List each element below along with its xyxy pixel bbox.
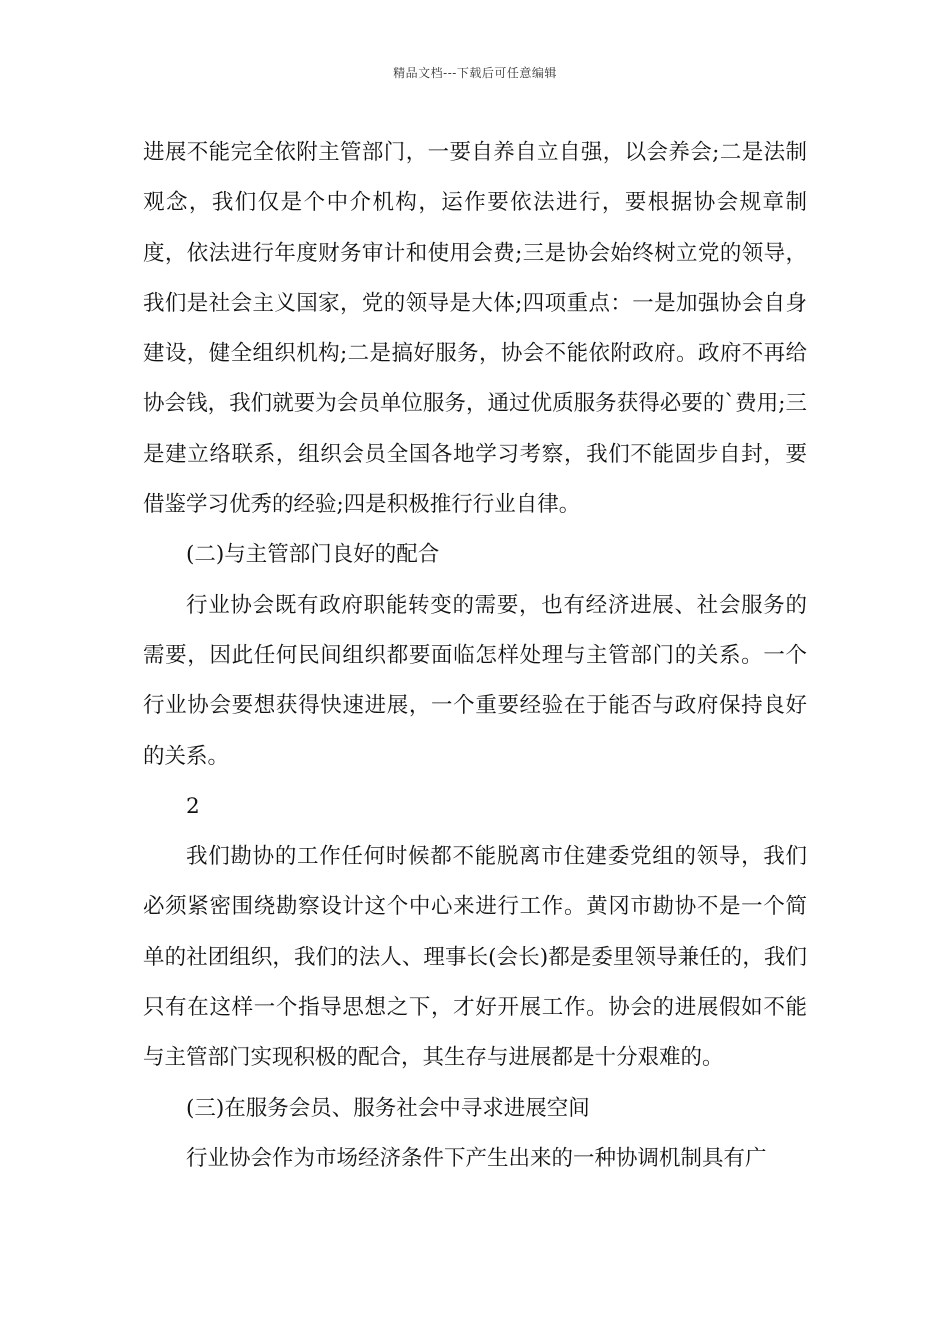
paragraph-continuation: 进展不能完全依附主管部门，一要自养自立自强，以会养会;二是法制观念，我们仅是个中介机构，运作要依法进行，要根据协会规章制度，依法进行年度财务审计和使用会费;三是协会始终树立党的领导，我们是社会主义国家，党的领导是大体;四项重点：一是加强协会自身建设，健全组织机构;二是搞好服务，协会不能依附政府。政府不再给协会钱，我们就要为会员单位服务，通过优质服务获得必要的`费用;三是建立络联系，组织会员全国各地学习考察，我们不能固步自封，要借鉴学习优秀的经验;四是积极推行行业自律。 <box>143 140 807 518</box>
document-body <box>143 128 807 1184</box>
section-heading-2: (二)与主管部门良好的配合 <box>186 542 440 568</box>
section-heading-3: (三)在服务会员、服务社会中寻求进展空间 <box>186 1095 590 1121</box>
paragraph: 我们勘协的工作任何时候都不能脱离市住建委党组的领导，我们必须紧密围绕勘察设计这个中心来进行工作。黄冈市勘协不是一个简单的社团组织，我们的法人、理事长(会长)都是委里领导兼任的，我们只有在这样一个指导思想之下，才好开展工作。协会的进展假如不能与主管部门实现积极的配合，其生存与进展都是十分艰难的。 <box>143 844 807 1071</box>
page-header: 精品文档---下载后可任意编辑 <box>393 66 557 80</box>
page-number: 2 <box>186 793 200 819</box>
paragraph: 行业协会既有政府职能转变的需要，也有经济进展、社会服务的需要，因此任何民间组织都要面临怎样处理与主管部门的关系。一个行业协会要想获得快速进展，一个重要经验在于能否与政府保持良好的关系。 <box>143 592 807 769</box>
paragraph: 行业协会作为市场经济条件下产生出来的一种协调机制具有广 <box>186 1145 767 1171</box>
